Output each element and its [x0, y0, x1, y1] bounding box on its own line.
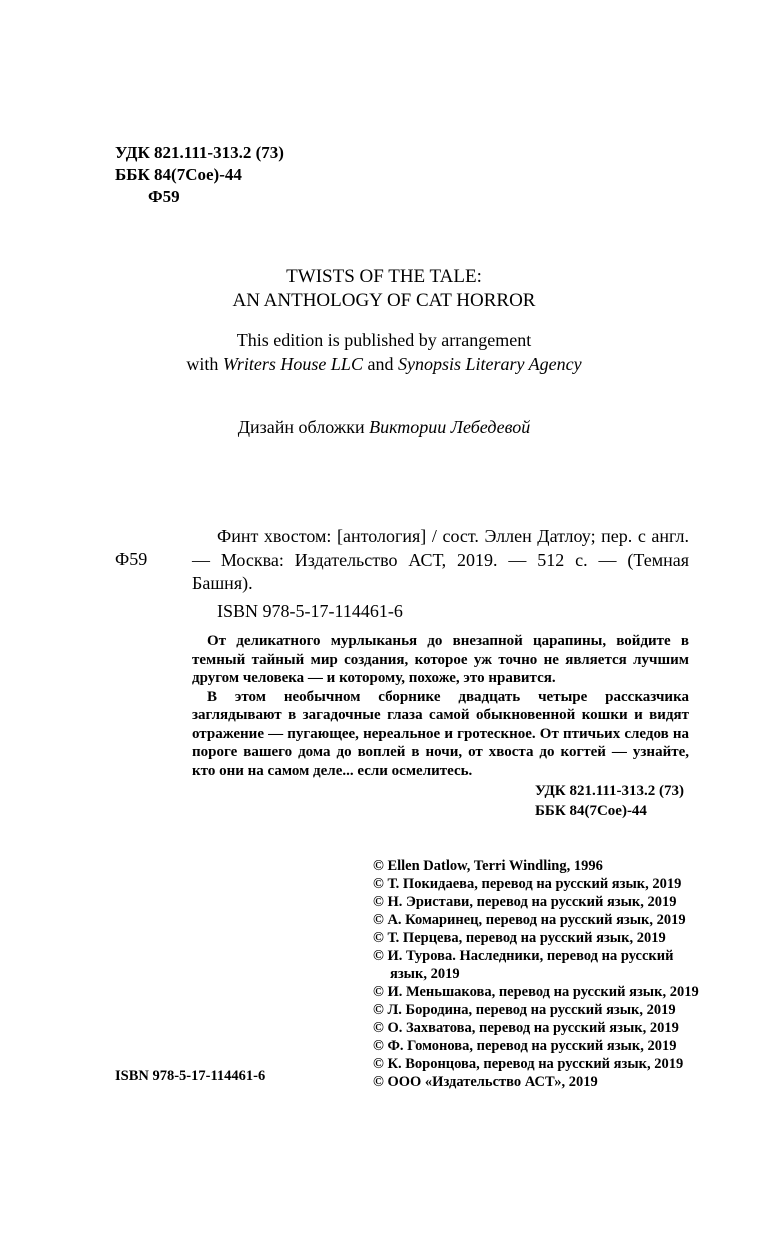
copyright-item: © Ф. Гомонова, перевод на русский язык, 2019 [373, 1038, 677, 1054]
title-line-1: TWISTS OF THE TALE: [286, 266, 482, 287]
copyright-item: © О. Захватова, перевод на русский язык, 2019 [373, 1020, 679, 1036]
abstract [192, 632, 689, 780]
copyright-item: © Н. Эристави, перевод на русский язык, 2019 [373, 894, 677, 910]
copyright-list [373, 857, 703, 1091]
classification-codes-right [535, 781, 684, 821]
publisher-2: Synopsis Literary Agency [397, 354, 582, 374]
designer-name: Виктории Лебедевой [369, 417, 531, 437]
copyright-item: © И. Турова. Наследники, перевод на русский язык, 2019 [373, 948, 674, 982]
original-title [0, 265, 768, 313]
edition-line-1: This edition is published by arrangement [236, 330, 532, 350]
classification-codes [115, 142, 284, 208]
copyright-item: © К. Воронцова, перевод на русский язык, 2019 [373, 1056, 684, 1072]
bibliographic-isbn: ISBN 978-5-17-114461-6 [217, 601, 403, 621]
edition-prefix: with [186, 354, 223, 374]
bibliographic-description: Финт хвостом: [антология] / сост. Эллен Датлоу; пер. с англ. — Москва: Издательство АСТ, 2019. — 512 с. — (Темная Башня). [192, 526, 689, 593]
copyright-item: © Т. Покидаева, перевод на русский язык, 2019 [373, 876, 682, 892]
author-code: Ф59 [148, 187, 180, 206]
publisher-1: Writers House LLC [222, 354, 363, 374]
udk-code-right: УДК 821.111-313.2 (73) [535, 783, 685, 799]
bbk-code: ББК 84(7Сое)-44 [115, 165, 242, 184]
design-prefix: Дизайн обложки [237, 417, 370, 437]
udk-code: УДК 821.111-313.2 (73) [115, 143, 284, 162]
edition-line-2 [0, 352, 768, 376]
title-line-2: AN ANTHOLOGY OF CAT HORROR [232, 290, 536, 311]
copyright-item: © А. Комаринец, перевод на русский язык, 2019 [373, 912, 686, 928]
isbn-bottom: ISBN 978-5-17-114461-6 [115, 1068, 266, 1084]
copyright-item: © Л. Бородина, перевод на русский язык, 2019 [373, 1002, 676, 1018]
copyright-item: © И. Меньшакова, перевод на русский язык, 2019 [373, 984, 699, 1000]
bbk-code-right: ББК 84(7Сое)-44 [535, 803, 647, 819]
edition-notice [0, 328, 768, 376]
cover-design-credit [0, 415, 768, 439]
abstract-paragraph-1: От деликатного мурлыканья до внезапной царапины, войдите в темный тайный мир создания, которое уж точно не является лучшим другом человека — и которому, похоже, это нравится. [192, 633, 689, 686]
edition-and: and [362, 354, 398, 374]
bibliographic-code: Ф59 [115, 549, 148, 569]
abstract-paragraph-2: В этом необычном сборнике двадцать четыре рассказчика заглядывают в загадочные глаза самой обыкновенной кошки и видят отражение — пугающее, нереальное и гротескное. От птичьих следов на пороге вашего дома до воплей в ночи, от хвоста до когтей — узнайте, кто они на самом деле... если осмелитесь. [192, 688, 689, 779]
copyright-item: © Ellen Datlow, Terri Windling, 1996 [373, 858, 603, 874]
copyright-item: © ООО «Издательство АСТ», 2019 [373, 1074, 598, 1090]
copyright-item: © Т. Перцева, перевод на русский язык, 2019 [373, 930, 666, 946]
